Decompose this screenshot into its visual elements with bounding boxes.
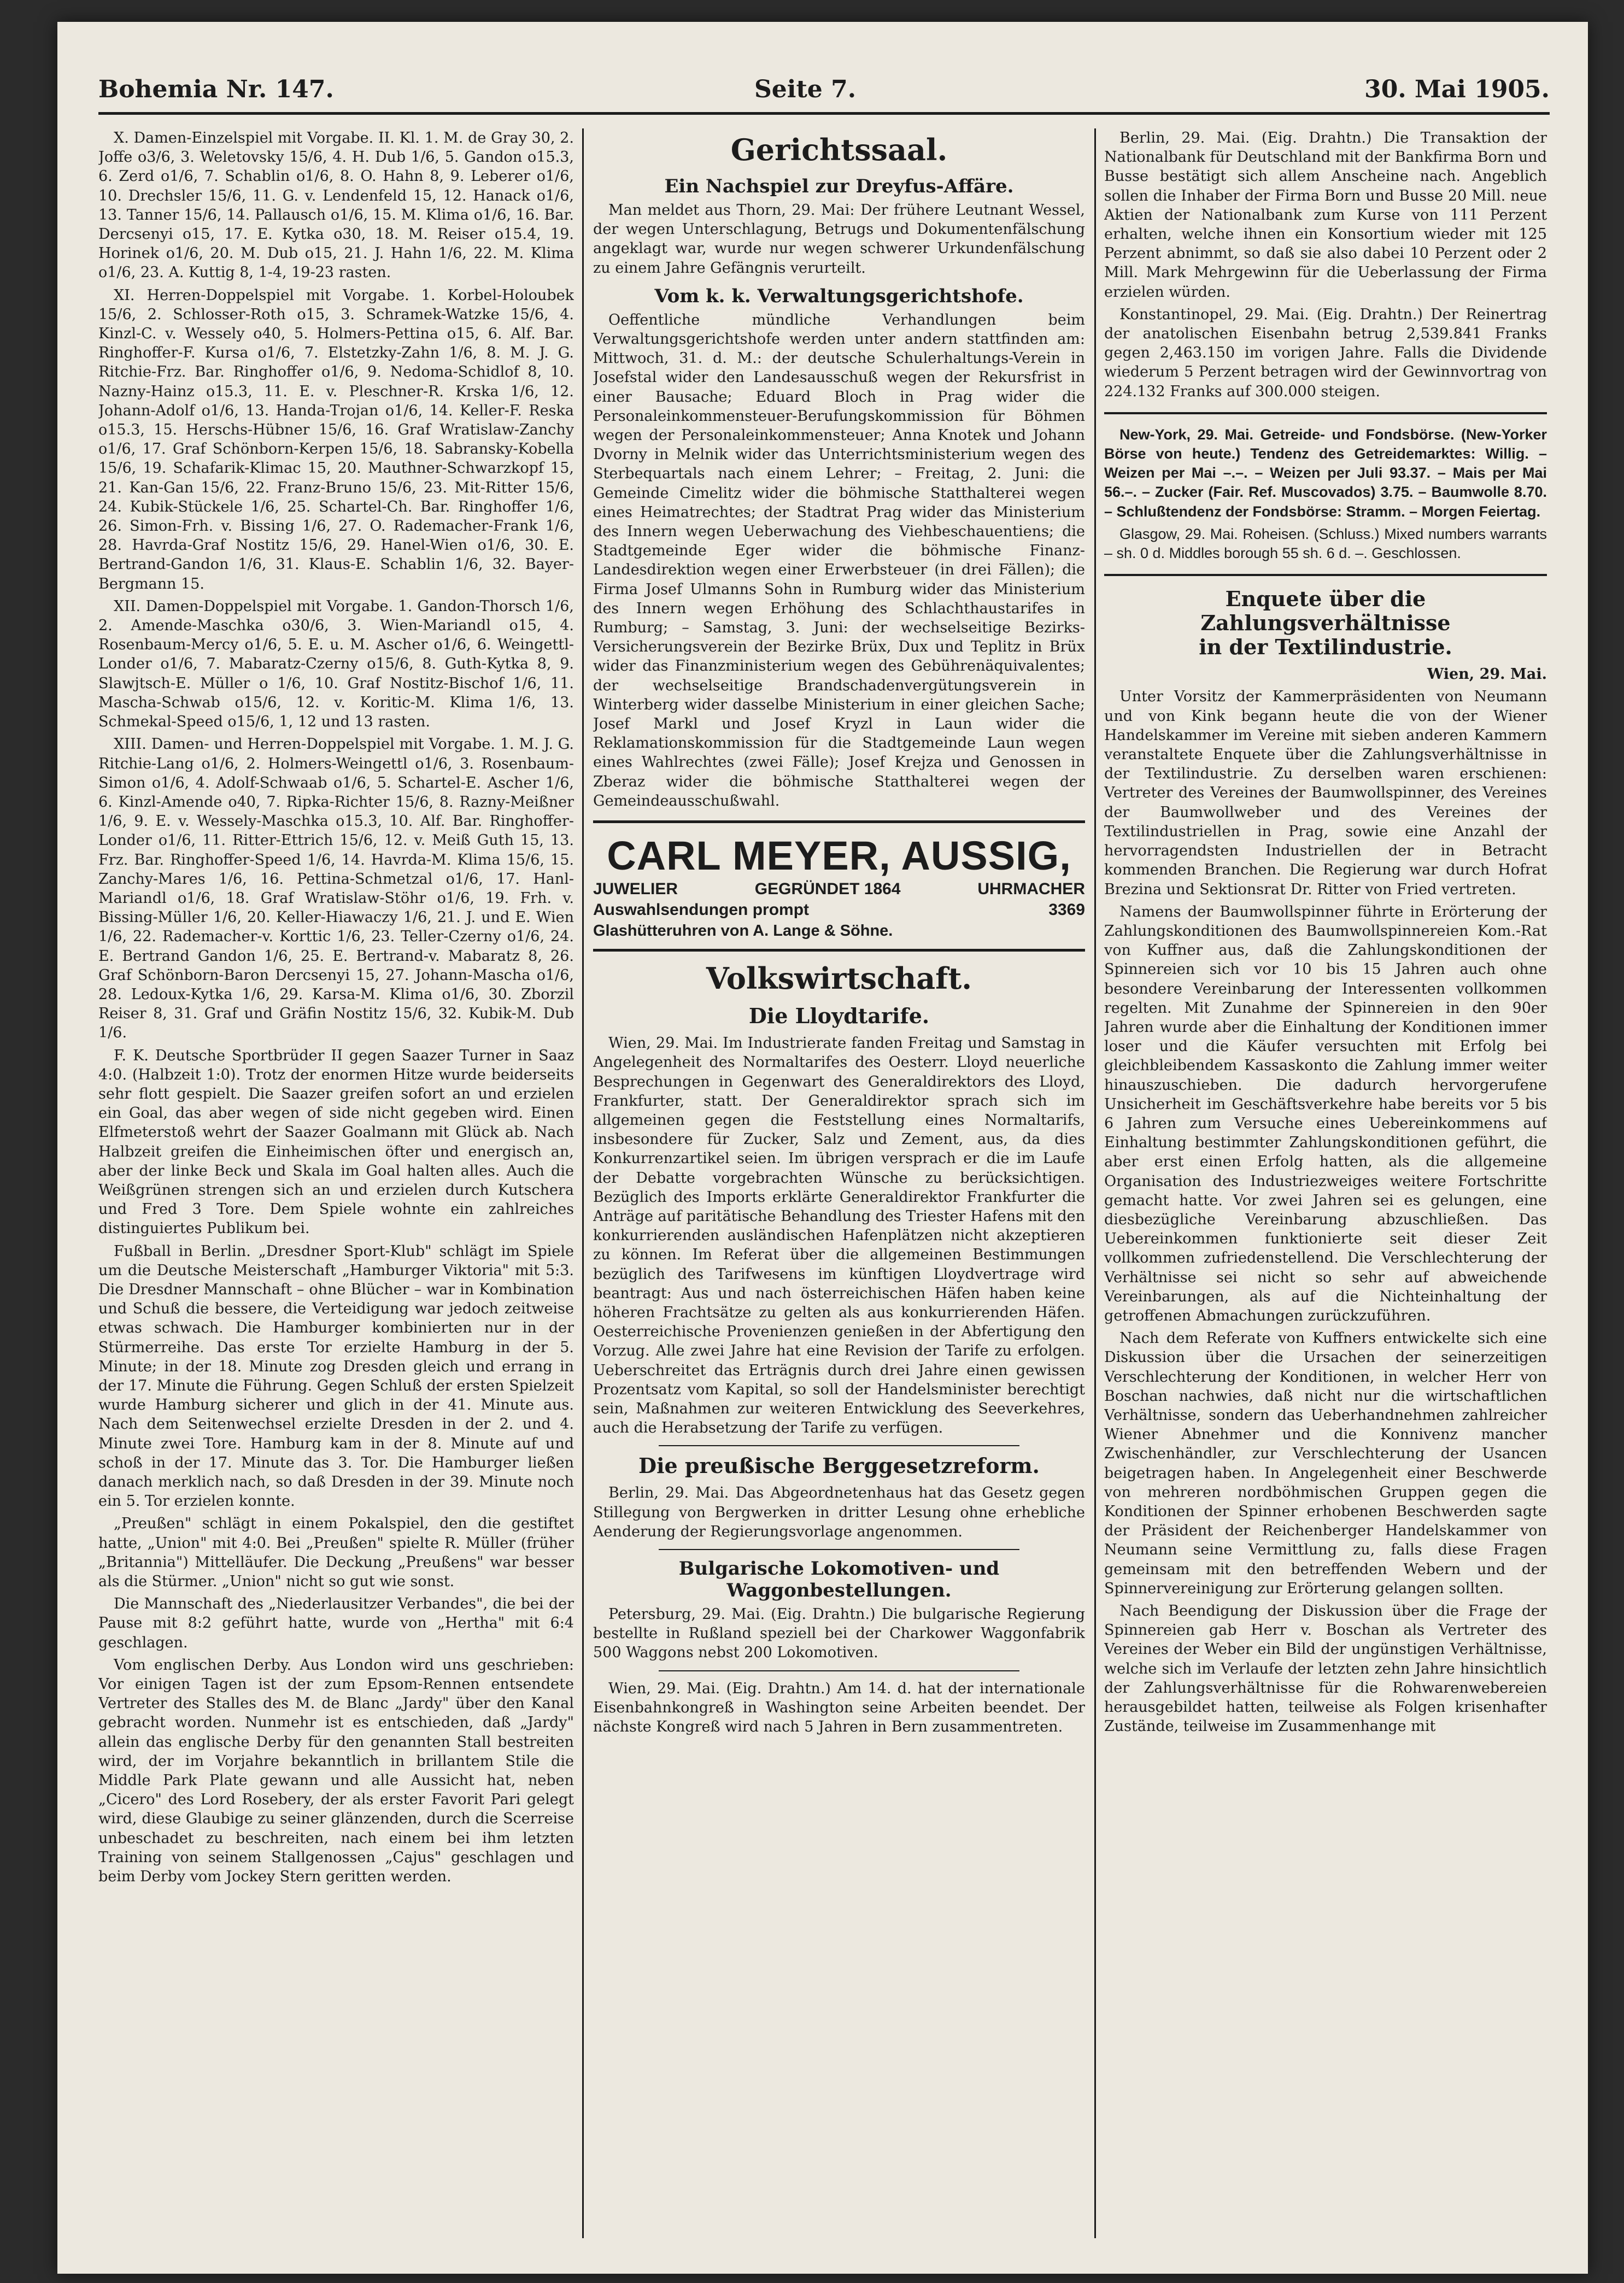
article-headline-line-2: Waggonbestellungen. — [726, 1579, 952, 1601]
column-rule-1 — [582, 128, 584, 2238]
dateline: Wien, 29. Mai. — [1427, 666, 1547, 683]
article-paragraph: „Preußen" schlägt in einem Pokalspiel, den die gestiftet hatte, „Union" mit 4:0. Bei „Preußen" spielte R. Müller (früher „Britannia") Mittelläufer. Die Deckung „Preußens" war besser als die Stürmer. „Union" nicht so gut wie sonst. — [98, 1515, 574, 1591]
article-paragraph: Oeffentliche mündliche Verhandlungen beim Verwaltungsgerichtshofe werden unter andern stattfinden am: Mittwoch, 31. d. M.: der deutsche Schulerhaltungs-Verein in Josefstal wider den Landesausschuß wegen der Rekursfrist in einer Bausache; Eduard Bloch in Prag wider die Personaleinkommensteuer-Berufungskommission für Böhmen wegen der Personaleinkommensteuer; Anna Knotek und Johann Dvorny in Melnik wider das Unterrichtsministerium wegen des Sterbequartals nach einem Lehrer; – Freitag, 2. Juni: die Gemeinde Cimelitz wider die böhmische Statthalterei wegen eines Heimatrechtes; der Stadtrat Prag wider das Ministerium des Innern wegen Ueberwachung des Viehbeschauentiens; die Stadtgemeinde Eger wider die böhmische Finanz-Landesdirektion wegen einer Erwerbsteuer (in drei Fällen); die Firma Josef Ulmanns Sohn in Rumburg wider das Ministerium des Innern wegen Erhöhung des Schlachthaustarifes in Rumburg; – Samstag, 3. Juni: der wechselseitige Bezirks-Versicherungsverein der Bezirke Brüx, Dux und Teplitz in Brüx wider das Finanzministerium wegen des Gebührenäquivalentes; der wechselseitige Brandschadenvergütungsverein in Winterberg wider dasselbe Ministerium in einer gleichen Sache; Josef Markl und Josef Kryzl in Laun wider die Reklamationskommission für die Stadtgemeinde Laun wegen eines Wahlrechtes (zwei Fälle); Josef Krejza und Genossen in Zberaz wider die böhmische Statthalterei wegen der Gemeindeausschußwahl. — [593, 311, 1085, 809]
market-report: Glasgow, 29. Mai. Roheisen. (Schluss.) Mixed numbers warrants – sh. 0 d. Middles borough 55 sh. 6 d. –. Geschlossen. — [1104, 525, 1547, 562]
advertisement — [593, 820, 1085, 952]
header-issue: Bohemia Nr. 147. — [98, 75, 334, 103]
article-headline-line-1: Bulgarische Lokomotiven- und — [678, 1557, 1000, 1580]
ad-subline — [593, 879, 1085, 900]
divider — [659, 1445, 1019, 1446]
article-paragraph: Unter Vorsitz der Kammerpräsidenten von Neumann und von Kink begann heute die von der Wiener Handelskammer im Vereine mit sieben anderen Kammern veranstaltete Enquete über die Zahlungsverhältnisse in der Textilindustrie. Zu derselben waren erschienen: Vertreter des Vereines der Baumwollspinner, des Vereines der Baumwollweber und des Vereines der Textilindustriellen in Prag, sowie eine Anzahl der hervorragendsten Industriellen der in Betracht kommenden Branchen. Die Regierung war durch Hofrat Brezina und Sektionsrat Dr. Ritter von Fried vertreten. — [1104, 688, 1547, 898]
article-paragraph: XI. Herren-Doppelspiel mit Vorgabe. 1. Korbel-Holoubek 15/6, 2. Schlosser-Roth o15, 3. Schramek-Watzke 15/6, 4. Kinzl-C. v. Wessely o40, 5. Holmers-Pettina o15, 6. Alf. Bar. Ringhoffer-F. Kursa o1/6, 7. Elstetzky-Zahn 1/6, 8. M. J. G. Ritchie-Frz. Bar. Ringhoffer o1/6, 9. Nedoma-Schidlof 8, 10. Nazny-Hainz o15.3, 11. E. v. Pleschner-R. Krska 1/6, 12. Johann-Adolf o1/6, 13. Handa-Trojan o1/6, 14. Keller-F. Reska o15.3, 15. Herschs-Hübner 15/6, 16. Graf Wratislaw-Zanchy o1/6, 17. Graf Schönborn-Kerpen 15/6, 18. Sabransky-Kobella 15/6, 19. Schafarik-Klimac 15, 20. Mauthner-Schwarzkopf 15, 21. Kan-Gan 15/6, 22. Franz-Bruno 15/6, 23. Mit-Ritter 15/6, 24. Kubik-Stückele 1/6, 25. Schartel-Ch. Bar. Ringhoffer 1/6, 26. Simon-Frh. v. Bissing 1/6, 27. O. Rademacher-Frank 1/6, 28. Havrda-Graf Nostitz 15/6, 29. Hanel-Wien o1/6, 30. E. Bertrand-Gandon 1/6, 31. Klaus-E. Schablin 1/6, 32. Bayer-Bergmann 15. — [98, 286, 574, 592]
column-rule-2 — [1094, 128, 1096, 2238]
section-title: Gerichtssaal. — [730, 132, 948, 167]
article-headline: Die preußische Berggesetzreform. — [638, 1453, 1040, 1478]
article-paragraph: Petersburg, 29. Mai. (Eig. Drahtn.) Die bulgarische Regierung bestellte in Rußland speziell bei der Charkower Waggonfabrik 500 Waggons nebst 200 Lokomotiven. — [593, 1605, 1085, 1662]
article-paragraph: Wien, 29. Mai. (Eig. Drahtn.) Am 14. d. hat der internationale Eisenbahnkongreß in Washington seine Arbeiten beendet. Der nächste Kongreß wird nach 5 Jahren in Bern zusammentreten. — [593, 1680, 1085, 1735]
article-paragraph: Namens der Baumwollspinner führte in Erörterung der Zahlungskonditionen des Baumwollspinnereien Kom.-Rat von Kuffner aus, daß die Zahlungskonditionen der Spinnereien sich vor 10 bis 15 Jahren auch ohne besondere Vereinbarung der Interessenten vollkommen regelten. Mit Zunahme der Spinnereien in den 90er Jahren wurde aber die Einhaltung der Konditionen immer loser und die Käufer versuchten mit Erfolg bei gleichbleibendem Kassaskonto die Zahlung immer weiter hinauszuschieben. Die dadurch hervorgerufene Unsicherheit im Geschäftsverkehre habe bereits vor 5 bis 6 Jahren zum Versuche eines Uebereinkommens auf Einhaltung bestimmter Zahlungskonditionen geführt, die aber erst einen Erfolg hatten, als die allgemeine Organisation des Industriezweiges weitere Fortschritte gemacht hatte. Vor zwei Jahren sei es gelungen, eine diesbezügliche Vereinbarung abzuschließen. Das Uebereinkommen funktionierte seit dieser Zeit vollkommen zufriedenstellend. Die Verschlechterung der Verhältnisse sei nicht so sehr auf abweichende Vereinbarungen, als auf die Nichteinhaltung der getroffenen Abmachungen zurückzuführen. — [1104, 903, 1547, 1324]
article-paragraph: F. K. Deutsche Sportbrüder II gegen Saazer Turner in Saaz 4:0. (Halbzeit 1:0). Trotz der enormen Hitze wurde beiderseits sehr flott gespielt. Die Saazer greifen sofort an und erzielen ein Goal, das aber wegen of side nicht gegeben wird. Einen Elfmeterstoß wehrt der Saazer Goalmann mit Glück ab. Nach Halbzeit greifen die Einheimischen öfter und energisch an, aber der linke Beck und Skala im Goal halten alles. Auch die Weißgrünen strengen sich an und erzielen durch Kutschera und Fred 3 Tore. Dem Spiele wohnte ein zahlreiches distinguiertes Publikum bei. — [98, 1047, 574, 1237]
article-paragraph: Nach dem Referate von Kuffners entwickelte sich eine Diskussion über die Ursachen der seinerzeitigen Verschlechterung der Konditionen, in welcher Herr von Boschan nachwies, daß nicht nur die wirtschaftlichen Verhältnisse, sondern das Ueberhandnehmen zahlreicher Wiener Abnehmer und die Konnivenz mancher Zwischenhändler, zur Verschlechterung der Usancen beigetragen haben. In Angelegenheit einer Beschwerde von mehreren nordböhmischen Gruppen gegen die Konditionen der Spinner erhobenen Beschwerden sagte der Präsident der Reichenberger Handelskammer von Neumann seine Vermittlung zu, falls diese Fragen gemeinsam mit den betreffenden Webern und der Spinnervereinigung zur Erörterung gelangen sollten. — [1104, 1330, 1547, 1597]
article-paragraph: Vom englischen Derby. Aus London wird uns geschrieben: Vor einigen Tagen ist der zum Epsom-Rennen entsendete Vertreter des Stalles des M. de Blanc „Jardy" über den Kanal gebracht worden. Nunmehr ist es entschieden, daß „Jardy" allein das englische Derby für den genannten Stall bestreiten wird, der im Vorjahre bekanntlich in brillantem Stile die Middle Park Plate gewann und alle Aussicht hat, neben „Cicero" des Lord Rosebery, der als erster Favorit Pari gelegt wird, diese Glaubige zu seiner glänzenden, durch die Scerreise unbeschadet zu beschreiten, nach einem bei ihm letzten Training von seinem Stallgenossen „Cajus" geschlagen und beim Derby vom Jockey Stern geritten werden. — [98, 1656, 574, 1886]
article-paragraph: X. Damen-Einzelspiel mit Vorgabe. II. Kl. 1. M. de Gray 30, 2. Joffe o3/6, 3. Weletovsky 15/6, 4. H. Dub 1/6, 5. Gandon o15.3, 6. Zerd o1/6, 7. Schablin o1/6, 8. O. Hahn 8, 9. Leberer o1/6, 10. Drechsler 15/6, 11. G. v. Lendenfeld 15, 12. Hanack o1/6, 13. Tanner 15/6, 14. Pallausch o1/6, 15. M. Klima o1/6, 16. Bar. Dercsenyi o15, 17. E. Kytka o30, 18. M. Reiser o15.4, 19. Horinek o1/6, 20. M. Dub o15, 21. J. Hahn 1/6, 22. M. Klima o1/6, 23. A. Kuttig 8, 1-4, 19-23 rasten. — [98, 130, 574, 281]
article-paragraph: Man meldet aus Thorn, 29. Mai: Der frühere Leutnant Wessel, der wegen Unterschlagung, Betrugs und Dokumentenfälschung angeklagt war, wurde nur wegen schwerer Urkundenfälschung zu einem Jahre Gefängnis verurteilt. — [593, 202, 1085, 277]
divider — [659, 1670, 1019, 1671]
article-headline: Die Lloydtarife. — [748, 1003, 930, 1029]
divider — [659, 1549, 1019, 1550]
ad-left: JUWELIER — [593, 880, 678, 899]
article-paragraph: XIII. Damen- und Herren-Doppelspiel mit Vorgabe. 1. M. J. G. Ritchie-Lang o1/6, 2. Holmers-Weingettl o1/6, 3. Rosenbaum-Simon o1/6, 4. Adolf-Schwaab o1/6, 5. Schartel-E. Ascher 1/6, 6. Kinzl-Amende o40, 7. Ripka-Richter 15/6, 8. Razny-Meißner 1/6, 9. E. v. Wessely-Maschka o15.3, 10. Alf. Bar. Ringhoffer-Londer o1/6, 11. Ritter-Ettrich 15/6, 12. v. Meiß Guth 15, 13. Frz. Bar. Ringhoffer-Speed 1/6, 14. Havrda-M. Klima 15/6, 15. Zanchy-Mares 1/6, 16. Pettina-Schmetzal o1/6, 17. Hanl-Mariandl o1/6, 18. Graf Wratislaw-Stöhr o1/6, 19. Frh. v. Bissing-Müller 1/6, 20. Keller-Hiawaczy 1/6, 21. J. und E. Wien 1/6, 22. Rademacher-v. Korttic 1/6, 23. Teller-Czerny o1/6, 24. E. Bertrand Gandon 1/6, 25. E. Bertrand-v. Mabaratz 8, 26. Graf Schönborn-Baron Dercsenyi 15, 27. Johann-Mascha o1/6, 28. Ledoux-Kytka 1/6, 29. Karsa-M. Klima o1/6, 30. Zborzil Reiser 8, 31. Graf und Gräfin Nostitz 15/6, 32. Kubik-M. Dub 1/6. — [98, 736, 574, 1042]
ad-company-name: CARL MEYER, AUSSIG, — [607, 833, 1071, 879]
newspaper-page — [57, 22, 1588, 2274]
divider — [1104, 412, 1547, 414]
article-headline: Vom k. k. Verwaltungsgerichtshofe. — [654, 285, 1024, 307]
divider — [1104, 574, 1547, 576]
article-paragraph: XII. Damen-Doppelspiel mit Vorgabe. 1. Gandon-Thorsch 1/6, 2. Amende-Maschka o30/6, 3. Wien-Mariandl o15, 4. Rosenbaum-Mercy o1/6, 5. E. u. M. Ascher o1/6, 6. Weingettl-Londer o1/6, 7. Mabaratz-Czerny o15/6, 8. Guth-Kytka 8, 9. Slawjtsch-E. Müller o 1/6, 10. Graf Nostitz-Bischof 1/6, 11. Mascha-Schwab o15/6, 12. v. Koritic-M. Klima 1/6, 13. Schmekal-Speed o15/6, 1, 12 und 13 rasten. — [98, 597, 574, 731]
ad-center: GEGRÜNDET 1864 — [754, 880, 901, 899]
article-headline-line-1: Enquete über die Zahlungsverhältnisse — [1200, 586, 1451, 636]
header-page-number: Seite 7. — [754, 75, 857, 103]
market-report: New-York, 29. Mai. Getreide- und Fondsbörse. (New-Yorker Börse von heute.) Tendenz des Getreidemarktes: Willig. – Weizen per Mai –.–. – Weizen per Juli 93.37. – Mais per Mai 56.–. – Zucker (Fair. Ref. Muscovados) 3.75. – Baumwolle 8.70. – Schlußtendenz der Fondsbörse: Stramm. – Morgen Feiertag. — [1104, 426, 1547, 520]
page-header — [98, 66, 1550, 115]
article-headline-line-2: in der Textilindustrie. — [1199, 635, 1452, 660]
article-paragraph: Berlin, 29. Mai. (Eig. Drahtn.) Die Transaktion der Nationalbank für Deutschland mit der Bankfirma Born und Busse bestätigt sich allem Anscheine nach. Angeblich sollen die Inhaber der Firma Born und Busse 20 Mill. neue Aktien der Nationalbank zum Kurse von 111 Perzent erhalten, welche ihnen ein Konsortium wieder mit 125 Perzent abnimmt, so daß sie also dabei 10 Perzent oder 2 Mill. Mark Mehrgewinn für die Ueberlassung der Firma erzielen würden. — [1104, 130, 1547, 301]
ad-line-2-text: Auswahlsendungen prompt — [593, 901, 810, 919]
article-paragraph: Die Mannschaft des „Niederlausitzer Verbandes", die bei der Pause mit 8:2 geführt hatte, wurde von „Hertha" mit 6:4 geschlagen. — [98, 1595, 574, 1651]
column-1 — [98, 128, 574, 2238]
column-2 — [593, 128, 1085, 2238]
column-3 — [1104, 128, 1547, 2238]
ad-line-2 — [593, 900, 1085, 920]
article-paragraph: Nach Beendigung der Diskussion über die Frage der Spinnereien gab Herr v. Boschan als Vertreter des Vereines der Weber ein Bild der ungünstigen Verhältnisse, welche sich im Verlaufe der letzten zehn Jahre hinsichtlich der Zahlungsverhältnisse für die Rohwarenwebereien herausgebildet hatten, teilweise als Folgen krisenhafter Zustände, teilweise im Zusammenhange mit — [1104, 1603, 1547, 1735]
ad-line-2-number: 3369 — [1048, 901, 1085, 919]
article-paragraph: Fußball in Berlin. „Dresdner Sport-Klub" schlägt im Spiele um die Deutsche Meisterschaft „Hamburger Viktoria" mit 5:3. Die Dresdner Mannschaft – ohne Blücher – war in Kombination und Schuß die bessere, die Verteidigung war jedoch zeitweise etwas schwach. Die Hamburger kombinierten nur in der Stürmerreihe. Das erste Tor erzielte Hamburg in der 5. Minute; in der 18. Minute zog Dresden gleich und errang in der 17. Minute die Führung. Gegen Schluß der ersten Spielzeit wurde Hamburg sicherer und glich in der 41. Minute aus. Nach dem Seitenwechsel erzielte Dresden in der 2. und 4. Minute zwei Tore. Hamburg kam in der 8. Minute auf und schoß in der 17. Minute das 3. Tor. Die Hamburger ließen danach merklich nach, so daß Dresden in der 39. Minute noch ein 5. Tor erzielen konnte. — [98, 1242, 574, 1510]
article-paragraph: Konstantinopel, 29. Mai. (Eig. Drahtn.) Der Reinertrag der anatolischen Eisenbahn betrug 2,539.841 Franks gegen 2,463.150 im vorigen Jahre. Falls die Dividende wiederum 5 Perzent betragen wird der Gewinnvortrag von 224.132 Franks auf 300.000 steigen. — [1104, 306, 1547, 400]
ad-right: UHRMACHER — [977, 880, 1085, 899]
article-headline: Ein Nachspiel zur Dreyfus-Affäre. — [664, 175, 1014, 197]
header-date: 30. Mai 1905. — [1364, 75, 1550, 103]
ad-line-3: Glashütteruhren von A. Lange & Söhne. — [593, 922, 893, 940]
article-paragraph: Wien, 29. Mai. Im Industrierate fanden Freitag und Samstag in Angelegenheit des Normaltarifes des Oesterr. Lloyd neuerliche Besprechungen in Gegenwart des Generaldirektors des Lloyd, Frankfurter, statt. Der Generaldirektor sprach sich im allgemeinen gegen die Feststellung eines Normaltarifs, insbesondere für Zucker, Salz und Zement, aus, da dies Konkurrenzartikel seien. Im übrigen versprach er die im Laufe der Debatte vorgebrachten Wünsche zu berücksichtigen. Bezüglich des Imports erklärte Generaldirektor Frankfurter die Anträge auf paritätische Behandlung des Triester Hafens mit den konkurrierenden ausländischen Hafenplätzen nicht akzeptieren zu können. Im Referat über die allgemeinen Bestimmungen bezüglich des Tarifwesens im künftigen Lloydvertrage wird beantragt: Aus und nach österreichischen Häfen haben keine höheren Frachtsätze zu gelten als aus konkurrierenden Häfen. Oesterreichische Provenienzen genießen in der Abfertigung den Vorzug. Alle zwei Jahre hat eine Revision der Tarife zu erfolgen. Ueberschreitet das Erträgnis durch drei Jahre einen gewissen Prozentsatz vom Kapital, so soll der Handelsminister berechtigt sein, Maßnahmen zur weiteren Entwicklung des Seeverkehres, auch die Herabsetzung der Tarife zu verfügen. — [593, 1035, 1085, 1437]
article-paragraph: Berlin, 29. Mai. Das Abgeordnetenhaus hat das Gesetz gegen Stillegung von Bergwerken in dritter Lesung ohne erhebliche Aenderung der Regierungsvorlage angenommen. — [593, 1484, 1085, 1540]
section-title: Volkswirtschaft. — [706, 961, 972, 996]
